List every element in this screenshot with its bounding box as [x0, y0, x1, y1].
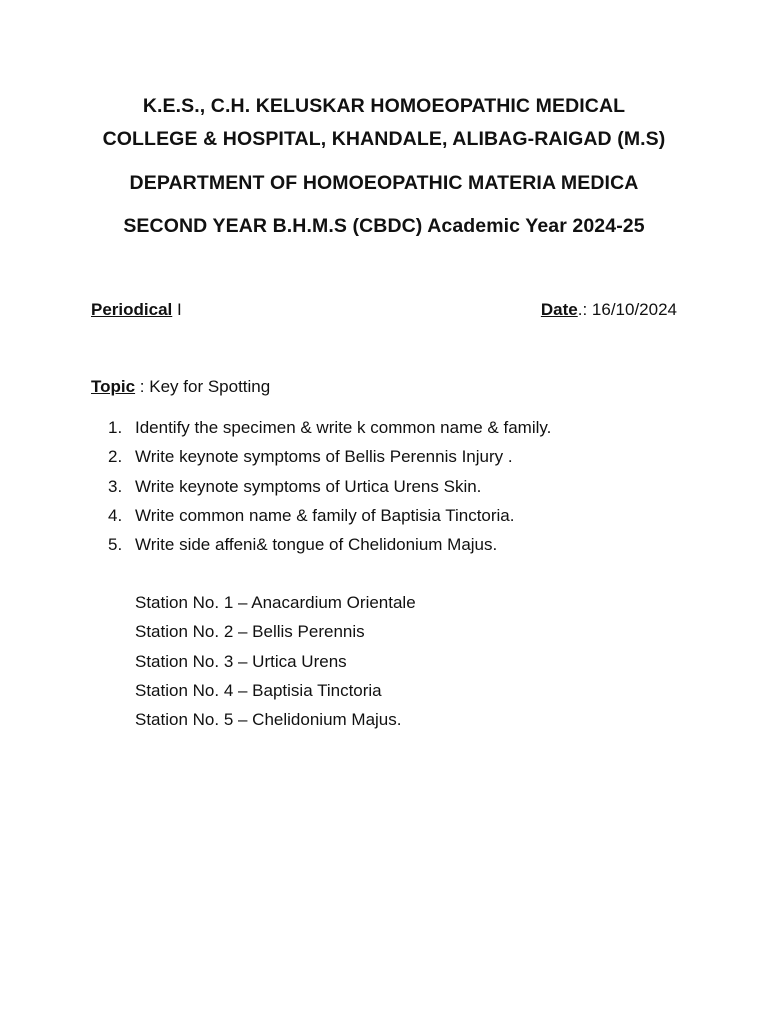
question-number: 5.	[108, 535, 123, 555]
question-text: Write side affeni& tongue of Chelidonium Majus.	[135, 535, 498, 555]
periodical-label: Periodical	[91, 300, 173, 319]
question-text: Write keynote symptoms of Bellis Perennis Injury .	[135, 447, 513, 467]
question-item	[108, 501, 551, 530]
station-item: Station No. 5 – Chelidonium Majus.	[135, 710, 402, 730]
date-value: 16/10/2024	[591, 300, 677, 319]
question-number: 4.	[108, 505, 123, 525]
station-item: Station No. 4 – Baptisia Tinctoria	[135, 680, 382, 700]
question-list	[108, 413, 551, 559]
station-list	[135, 588, 416, 734]
question-number: 2.	[108, 447, 123, 467]
college-title-line-2: COLLEGE & HOSPITAL, KHANDALE, ALIBAG-RAIGAD (M.S)	[102, 128, 666, 150]
question-item	[108, 413, 551, 442]
station-item: Station No. 1 – Anacardium Orientale	[135, 593, 416, 612]
topic-value: Key for Spotting	[149, 377, 271, 396]
exam-meta-row	[91, 297, 677, 323]
question-item	[108, 472, 551, 501]
question-number: 3.	[108, 476, 123, 496]
date-label: Date	[540, 300, 578, 319]
question-item	[108, 530, 551, 559]
periodical-value: I	[172, 300, 182, 319]
question-item	[108, 442, 551, 471]
question-text: Identify the specimen & write k common name & family.	[135, 418, 552, 437]
station-item: Station No. 3 – Urtica Urens	[135, 651, 347, 671]
station-item: Station No. 2 – Bellis Perennis	[135, 622, 365, 642]
topic-separator: :	[135, 377, 150, 396]
date-separator: .:	[577, 300, 592, 319]
topic-line	[91, 374, 270, 400]
topic-label: Topic	[91, 377, 136, 396]
college-title	[40, 90, 728, 156]
question-number: 1.	[108, 418, 123, 437]
periodical-field	[91, 297, 182, 323]
question-text: Write common name & family of Baptisia Tinctoria.	[135, 505, 515, 525]
date-field	[541, 297, 677, 323]
academic-year-title: SECOND YEAR B.H.M.S (CBDC) Academic Year 2024-25	[123, 215, 645, 237]
department-title: DEPARTMENT OF HOMOEOPATHIC MATERIA MEDICA	[129, 172, 639, 194]
question-text: Write keynote symptoms of Urtica Urens Skin.	[135, 476, 482, 496]
college-title-line-1: K.E.S., C.H. KELUSKAR HOMOEOPATHIC MEDICAL	[142, 95, 626, 117]
